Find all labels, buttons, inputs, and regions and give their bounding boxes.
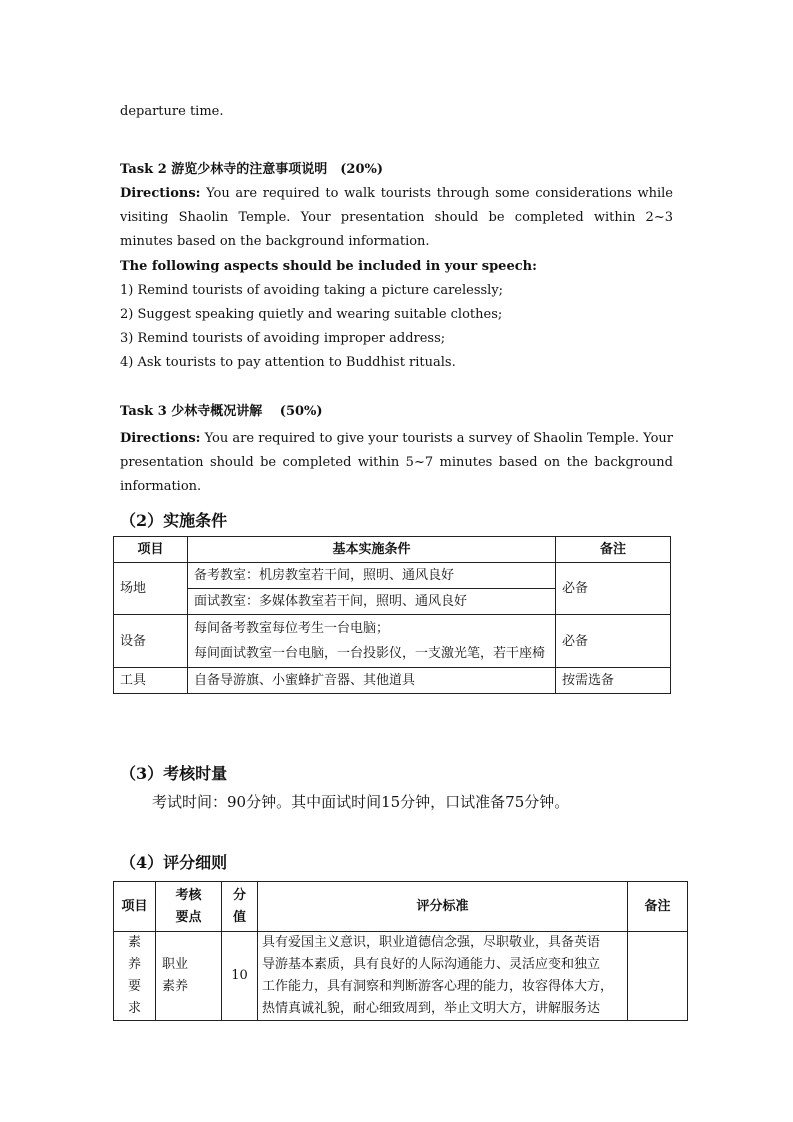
equipment-condition-1: 每间备考教室每位考生一台电脑； — [194, 621, 390, 636]
criteria-line: 热情真诚礼貌，耐心细致周到，举止文明大方，讲解服务达 — [262, 1001, 601, 1016]
venue-note: 必备 — [556, 563, 671, 615]
header-conditions: 基本实施条件 — [188, 537, 556, 563]
header-score — [222, 882, 258, 932]
table-header-row — [114, 882, 688, 932]
section2-heading: （2）实施条件 — [120, 511, 228, 530]
header-criteria: 评分标准 — [258, 882, 628, 932]
table-row — [114, 615, 671, 668]
header-key-points-line-2: 要点 — [175, 909, 202, 925]
row-key-points-line-2: 素养 — [162, 979, 189, 994]
row-item-char: 素 — [127, 935, 141, 950]
row-item-char: 要 — [127, 979, 141, 994]
tool-condition: 自备导游旗、小蜜蜂扩音器、其他道具 — [188, 668, 556, 694]
row-item-char: 求 — [127, 1001, 141, 1016]
header-note: 备注 — [556, 537, 671, 563]
tool-item: 工具 — [114, 668, 188, 694]
row-key-points — [156, 932, 222, 1021]
section3-text: 考试时间：90分钟。其中面试时间15分钟，口试准备75分钟。 — [152, 793, 570, 811]
row-score: 10 — [222, 932, 258, 1021]
equipment-note: 必备 — [556, 615, 671, 668]
header-key-points-line-1: 考核 — [175, 887, 202, 903]
venue-condition-1: 备考教室：机房教室若干间，照明、通风良好 — [188, 563, 556, 589]
conditions-table — [113, 536, 671, 694]
criteria-line: 具有爱国主义意识，职业道德信念强，尽职敬业，具备英语 — [262, 935, 601, 950]
task2-directions-text: You are required to walk tourists through some considerations while visiting Shaolin Temple. Your presentation should be completed within 2~3 minutes based on the background information. — [120, 186, 673, 249]
row-note — [628, 932, 688, 1021]
task3-directions-label: Directions: — [120, 431, 201, 446]
row-key-points-line-1: 职业 — [162, 957, 189, 972]
criteria-line: 导游基本素质，具有良好的人际沟通能力、灵活应变和独立 — [262, 957, 601, 972]
intro-tail-text: departure time. — [120, 104, 224, 119]
task3-directions-text: You are required to give your tourists a survey of Shaolin Temple. Your presentation should be completed within 5~7 minutes based on the background information. — [120, 431, 673, 494]
equipment-condition-2: 每间面试教室一台电脑，一台投影仪，一支激光笔，若干座椅 — [194, 646, 546, 661]
header-score-line-2: 值 — [232, 909, 246, 925]
header-key-points — [156, 882, 222, 932]
tool-note: 按需选备 — [556, 668, 671, 694]
table-row — [114, 668, 671, 694]
task2-directions — [120, 182, 673, 254]
table-row — [114, 563, 671, 589]
task3-title: Task 3 少林寺概况讲解 (50%) — [120, 404, 323, 419]
task2-aspect-1: 1) Remind tourists of avoiding taking a picture carelessly; — [120, 283, 504, 298]
scoring-table — [113, 881, 688, 1021]
venue-condition-2: 面试教室：多媒体教室若干间，照明、通风良好 — [188, 589, 556, 615]
row-item — [114, 932, 156, 1021]
header-score-line-1: 分 — [232, 887, 246, 903]
task2-title: Task 2 游览少林寺的注意事项说明 (20%) — [120, 162, 384, 177]
section4-heading: （4）评分细则 — [120, 853, 228, 872]
task2-aspects-heading: The following aspects should be included in your speech: — [120, 259, 537, 274]
equipment-conditions — [188, 615, 556, 668]
task3-directions — [120, 427, 673, 499]
criteria-line: 工作能力，具有洞察和判断游客心理的能力，妆容得体大方， — [262, 979, 614, 994]
header-item: 项目 — [114, 537, 188, 563]
section3-heading: （3）考核时量 — [120, 764, 228, 783]
row-criteria — [258, 932, 628, 1021]
row-item-char: 养 — [127, 957, 141, 972]
task2-aspect-3: 3) Remind tourists of avoiding improper address; — [120, 331, 446, 346]
venue-item: 场地 — [114, 563, 188, 615]
task2-aspect-2: 2) Suggest speaking quietly and wearing suitable clothes; — [120, 307, 503, 322]
header-item: 项目 — [114, 882, 156, 932]
equipment-item: 设备 — [114, 615, 188, 668]
task2-directions-label: Directions: — [120, 186, 201, 201]
task2-aspect-4: 4) Ask tourists to pay attention to Buddhist rituals. — [120, 355, 456, 370]
header-note: 备注 — [628, 882, 688, 932]
table-header-row — [114, 537, 671, 563]
table-row — [114, 932, 688, 1021]
